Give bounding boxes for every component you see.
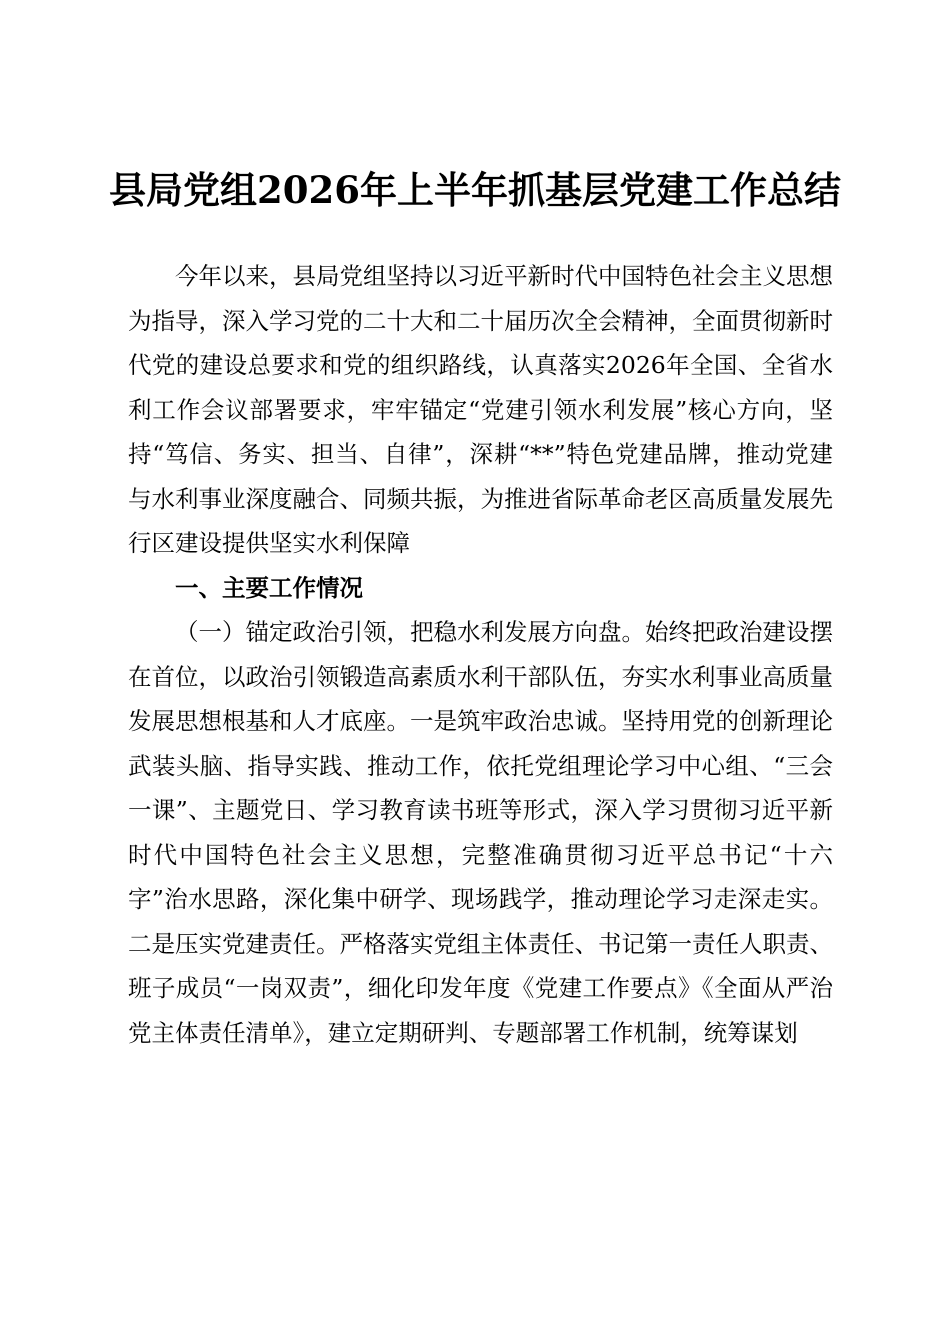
body-paragraph-1: （一）锚定政治引领，把稳水利发展方向盘。始终把政治建设摆在首位，以政治引领锻造高素质水利干部队伍，夯实水利事业高质量发展思想根基和人才底座。一是筑牢政治忠诚。坚持用党的创新理论武装头脑、指导实践、推动工作，依托党组理论学习中心组、“三会一课”、主题党日、学习教育读书班等形式，深入学习贯彻习近平新时代中国特色社会主义思想，完整准确贯彻习近平总书记“十六字”治水思路，深化集中研学、现场践学，推动理论学习走深走实。二是压实党建责任。严格落实党组主体责任、书记第一责任人职责、班子成员“一岗双责”，细化印发年度《党建工作要点》《全面从严治党主体责任清单》，建立定期研判、专题部署工作机制，统筹谋划 [128, 618, 833, 1047]
document-title: 县局党组2026年上半年抓基层党建工作总结 [109, 168, 841, 212]
intro-paragraph: 今年以来，县局党组坚持以习近平新时代中国特色社会主义思想为指导，深入学习党的二十大和二十届历次全会精神，全面贯彻新时代党的建设总要求和党的组织路线，认真落实2026年全国、全省水利工作会议部署要求，牢牢锚定“党建引领水利发展”核心方向，坚持“笃信、务实、担当、自律”，深耕“**”特色党建品牌，推动党建与水利事业深度融合、同频共振，为推进省际革命老区高质量发展先行区建设提供坚实水利保障 [128, 262, 833, 557]
section-heading: 一、主要工作情况 [175, 573, 363, 602]
document-body [128, 254, 833, 1055]
